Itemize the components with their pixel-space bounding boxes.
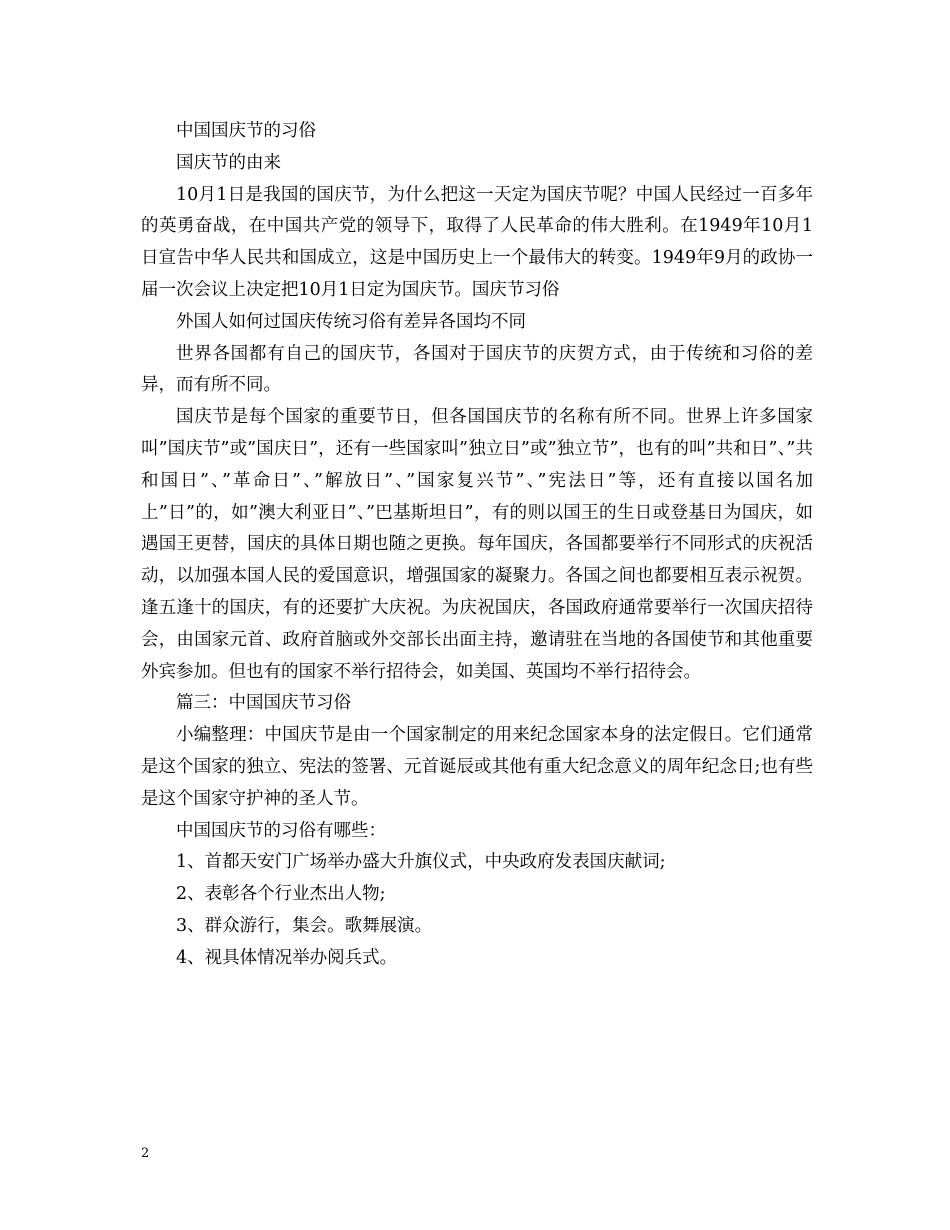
list-heading-customs: 中国国庆节的习俗有哪些： xyxy=(176,820,386,841)
page-number: 2 xyxy=(141,1146,150,1161)
paragraph-foreign-intro: 世界各国都有自己的国庆节，各国对于国庆节的庆贺方式，由于传统和习俗的差异，而有所不同。 xyxy=(141,343,813,396)
section-heading-foreign: 外国人如何过国庆传统习俗有差异各国均不同 xyxy=(176,311,526,332)
paragraph-foreign-details: 国庆节是每个国家的重要节日，但各国国庆节的名称有所不同。世界上许多国家叫”国庆节”或”国庆日”，还有一些国家叫”独立日”或”独立节”，也有的叫”共和日”、”共和国日”、”革命日”、”解放日”、”国家复兴节”、”宪法日”等，还有直接以国名加上”日”的，如”澳大利亚日”、”巴基斯坦日”，有的则以国王的生日或登基日为国庆，如遇国王更替，国庆的具体日期也随之更换。每年国庆，各国都要举行不同形式的庆祝活动，以加强本国人民的爱国意识，增强国家的凝聚力。各国之间也都要相互表示祝贺。逢五逢十的国庆，有的还要扩大庆祝。为庆祝国庆，各国政府通常要举行一次国庆招待会，由国家元首、政府首脑或外交部长出面主持，邀请驻在当地的各国使节和其他重要外宾参加。但也有的国家不举行招待会，如美国、英国均不举行招待会。 xyxy=(141,407,813,682)
list-item: 3、群众游行，集会。歌舞展演。 xyxy=(176,915,433,936)
list-item: 1、首都天安门广场举办盛大升旗仪式，中央政府发表国庆献词; xyxy=(176,852,666,873)
section-heading-origin: 国庆节的由来 xyxy=(176,152,281,173)
document-body xyxy=(141,116,813,975)
document-title: 中国国庆节的习俗 xyxy=(176,121,316,141)
list-item: 4、视具体情况举办阅兵式。 xyxy=(176,947,398,968)
paragraph-editor-note: 小编整理：中国庆节是由一个国家制定的用来纪念国家本身的法定假日。它们通常是这个国家的独立、宪法的签署、元首诞辰或其他有重大纪念意义的周年纪念日;也有些是这个国家守护神的圣人节。 xyxy=(141,725,813,809)
paragraph-origin: 10月1日是我国的国庆节，为什么把这一天定为国庆节呢？中国人民经过一百多年的英勇奋战，在中国共产党的领导下，取得了人民革命的伟大胜利。在1949年10月1日宣告中华人民共和国成立，这是中国历史上一个最伟大的转变。1949年9月的政协一届一次会议上决定把10月1日定为国庆节。国庆节习俗 xyxy=(141,184,813,300)
list-item: 2、表彰各个行业杰出人物; xyxy=(176,884,386,905)
section-heading-chapter-three: 篇三：中国国庆节习俗 xyxy=(176,693,351,714)
